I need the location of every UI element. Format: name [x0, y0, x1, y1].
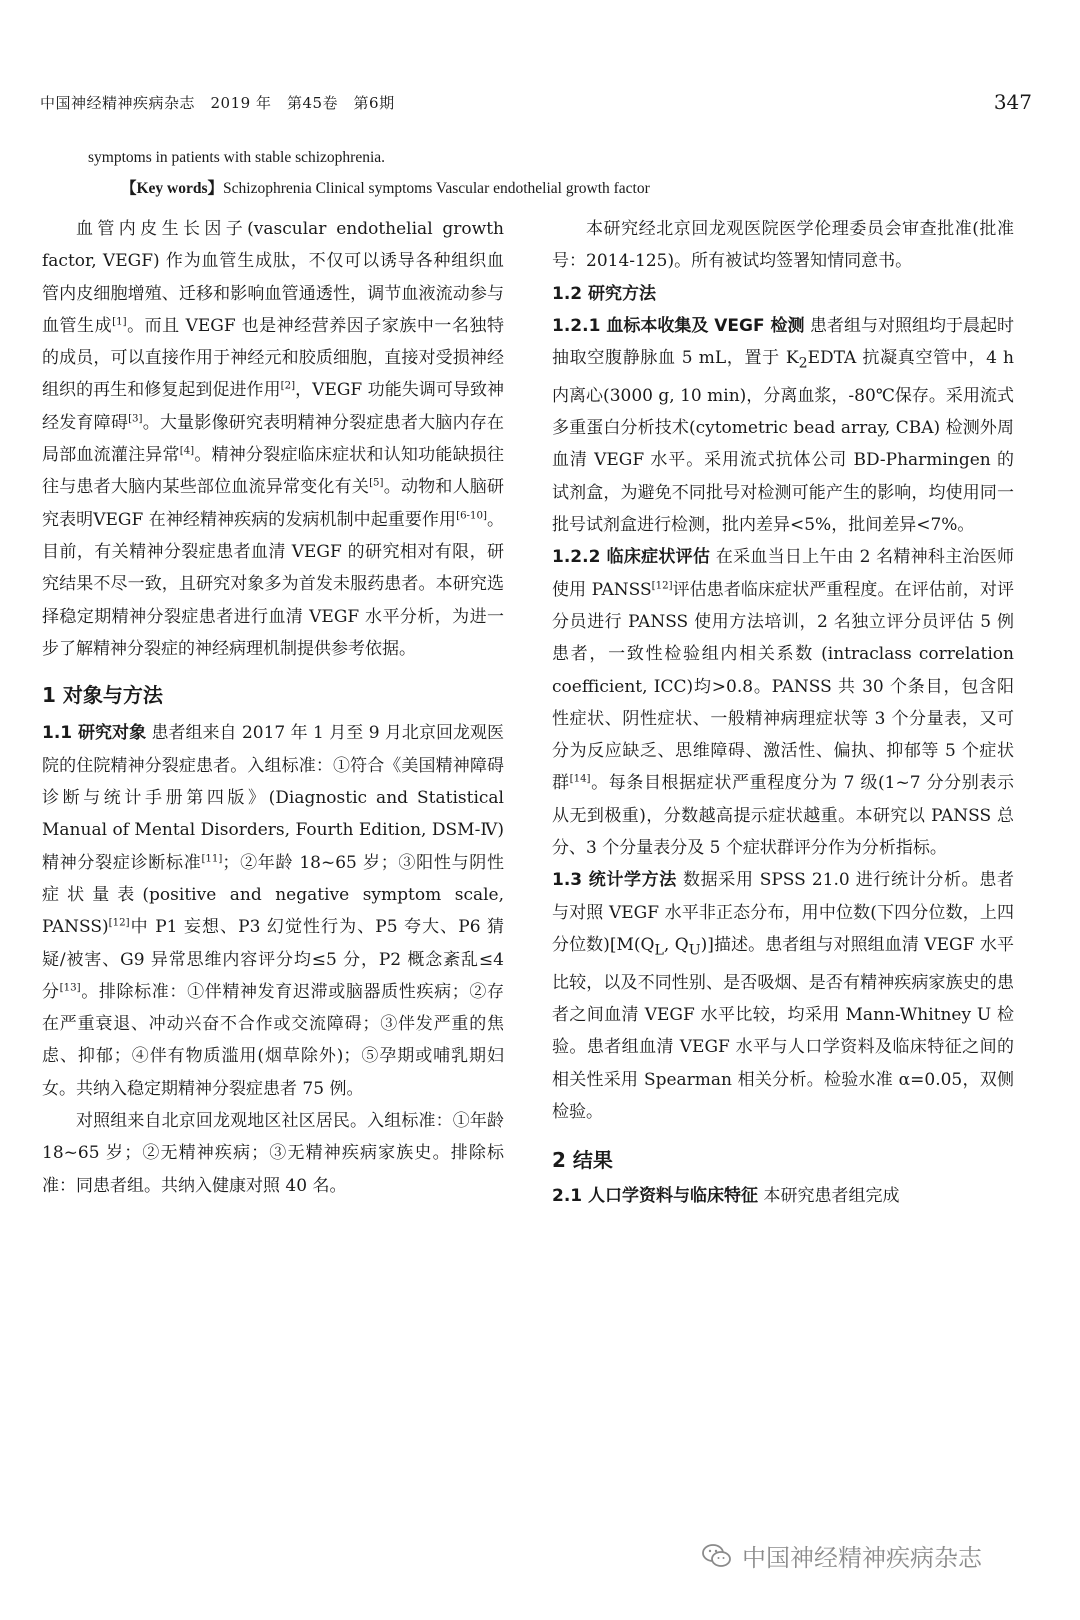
- abstract-tail-block: [88, 142, 1028, 204]
- left-column: [42, 213, 504, 1202]
- subjects-paragraph: [42, 717, 504, 1105]
- assessment-text-c: 。每条目根据症状严重程度分为 7 级(1~7 分分别表示从无到极重)，分数越高提示症状越重。本研究以 PANSS 总分、3 个分量表分及 5 个症状群评分作为分析指标。: [552, 773, 1014, 859]
- wechat-icon: [702, 1543, 732, 1569]
- right-column: [552, 213, 1014, 1213]
- citation-12b: [12]: [651, 580, 673, 591]
- stats-text-b: )]描述。患者组与对照组血清 VEGF 水平比较，以及不同性别、是否吸烟、是否有精神疾病家族史的患者之间血清 VEGF 水平比较，均采用 Mann-Whitney U 检验。患者组血清 VEGF 水平与人口学资料及临床特征之间的相关性采用 Spearman 相关分析。检验水准 α=0.05，双侧检验。: [552, 934, 1014, 1122]
- subjects-text-d: 。排除标准：①伴精神发育迟滞或脑器质性疾病；②存在严重衰退、冲动兴奋不合作或交流障碍；③伴发严重的焦虑、抑郁；④伴有物质滥用(烟草除外)；⑤孕期或哺乳期妇女。共纳入稳定期精神分裂症患者 75 例。: [42, 981, 505, 1099]
- intro-text-2: 。而且 VEGF 也是神经营养因子家族中一名独特的成员，可以直接作用于神经元和胶质细胞，直接对受损神经组织的再生和修复起到促进作用: [42, 315, 505, 401]
- subjects-text-b: ；②年龄 18~65 岁；③阳性与阴性症状量表(positive and negative symptom scale, PANSS): [42, 852, 504, 938]
- statistics-paragraph: [552, 864, 1014, 1128]
- watermark: [702, 1538, 982, 1573]
- intro-text-3: ，VEGF 功能失调可导致神经发育障碍: [42, 380, 504, 433]
- subsection-1-3-heading: 1.3 统计学方法: [552, 870, 677, 891]
- keywords: Schizophrenia Clinical symptoms Vascular endothelial growth factor: [223, 180, 650, 197]
- stats-text-a: 数据采用 SPSS 21.0 进行统计分析。患者与对照 VEGF 水平非正态分布，用中位数(下四分位数，上四分位数)[M(Q: [552, 870, 1014, 955]
- citation-1: [1]: [112, 316, 127, 328]
- blood-text-a: 患者组与对照组均于晨起时抽取空腹静脉血 5 mL，置于 K: [552, 315, 1014, 369]
- stats-text-mid: , Q: [663, 934, 689, 955]
- watermark-text: 中国神经精神疾病杂志: [742, 1544, 982, 1572]
- citation-14: [14]: [569, 773, 591, 785]
- subjects-text-c: 中 P1 妄想、P3 幻觉性行为、P5 夸大、P6 猜疑/被害、G9 异常思维内容评分均≤5 分，P2 概念紊乱≤4 分: [42, 917, 504, 1002]
- citation-11: [11]: [201, 852, 223, 864]
- assessment-text-a: 在采血当日上午由 2 名精神科主治医师使用 PANSS: [552, 547, 1014, 600]
- citation-12: [12]: [108, 917, 130, 929]
- subsection-1-2-heading: 1.2 研究方法: [552, 283, 657, 304]
- symptom-assessment-paragraph: [552, 541, 1014, 864]
- ql-subscript: L: [654, 942, 664, 959]
- section-2-heading: 2 结果: [552, 1148, 613, 1173]
- k2-subscript: 2: [798, 355, 808, 372]
- intro-text-1: 血管内皮生长因子(vascular endothelial growth factor, VEGF) 作为血管生成肽，不仅可以诱导各种组织血管内皮细胞增殖、迁移和影响血管通透性，调节血液流动参与血管生成: [42, 219, 504, 336]
- intro-text-4: 。大量影像研究表明精神分裂症患者大脑内存在局部血流灌注异常: [42, 412, 505, 466]
- results-text-a: 本研究患者组完成: [758, 1186, 900, 1207]
- blood-sample-paragraph: [552, 310, 1014, 541]
- page-number: 347: [993, 90, 1032, 114]
- citation-2: [2]: [280, 380, 296, 392]
- assessment-text-b: 评估患者临床症状严重程度。在评估前，对评分员进行 PANSS 使用方法培训，2 名独立评分员评估 5 例患者，一致性检验组内相关系数 (intraclass correlation coefficient, ICC)均>0.8。PANSS 共 30 个条目，包含阳性症状、阴性症状、一般精神病理症状等 3 个分量表，又可分为反应缺乏、思维障碍、激活性、偏执、抑郁等 5 个症状群: [552, 579, 1014, 794]
- intro-paragraph: [42, 213, 504, 665]
- ethics-paragraph: 本研究经北京回龙观医院医学伦理委员会审查批准(批准号：2014-125)。所有被试均签署知情同意书。: [552, 219, 1014, 272]
- abstract-tail: symptoms in patients with stable schizophrenia.: [88, 149, 386, 166]
- citation-5: [5]: [369, 477, 384, 489]
- keywords-line: [88, 173, 1028, 204]
- citation-13: [13]: [59, 982, 81, 994]
- running-header: 中国神经精神疾病杂志 2019 年 第45卷 第6期: [40, 94, 395, 112]
- subsection-1-2-1-heading: 1.2.1 血标本收集及 VEGF 检测: [552, 315, 805, 336]
- subjects-text-a: 患者组来自 2017 年 1 月至 9 月北京回龙观医院的住院精神分裂症患者。入组标准：①符合《美国精神障碍诊断与统计手册第四版》(Diagnostic and Statistical Manual of Mental Disorders, Fourth Edition, DSM-Ⅳ) 精神分裂症诊断标准: [42, 723, 504, 873]
- subsection-2-1-heading: 2.1 人口学资料与临床特征: [552, 1186, 759, 1207]
- subsection-1-1-heading: 1.1 研究对象: [42, 723, 147, 744]
- section-1-heading: 1 对象与方法: [42, 683, 163, 708]
- qu-subscript: U: [688, 942, 701, 959]
- intro-text-6: 。动物和人脑研究表明VEGF 在神经精神疾病的发病机制中起重要作用: [42, 477, 505, 530]
- subsection-1-2-2-heading: 1.2.2 临床症状评估: [552, 547, 711, 568]
- control-paragraph: 对照组来自北京回龙观地区社区居民。入组标准：①年龄 18~65 岁；②无精神疾病；③无精神疾病家族史。排除标准：同患者组。共纳入健康对照 40 名。: [42, 1111, 504, 1196]
- intro-text-5: 。精神分裂症临床症状和认知功能缺损往往与患者大脑内某些部位血流异常变化有关: [42, 445, 505, 498]
- keywords-label: 【Key words】: [121, 180, 224, 197]
- blood-text-b: EDTA 抗凝真空管中，4 h 内离心(3000 g, 10 min)，分离血浆，-80℃保存。采用流式多重蛋白分析技术(cytometric bead array, CBA) 检测外周血清 VEGF 水平。采用流式抗体公司 BD-Pharmingen 的试剂盒，为避免不同批号对检测可能产生的影响，均使用同一批号试剂盒进行检测，批内差异<5%，批间差异<7%。: [552, 348, 1014, 536]
- citation-3: [3]: [128, 413, 143, 425]
- intro-text-7: 。目前，有关精神分裂症患者血清 VEGF 的研究相对有限，研究结果不尽一致，且研究对象多为首发未服药患者。本研究选择稳定期精神分裂症患者进行血清 VEGF 水平分析，为进一步了解精神分裂症的神经病理机制提供参考依据。: [42, 509, 505, 659]
- citation-4: [4]: [179, 445, 195, 457]
- results-paragraph: [552, 1180, 1014, 1212]
- citation-6: [6-10]: [456, 510, 487, 522]
